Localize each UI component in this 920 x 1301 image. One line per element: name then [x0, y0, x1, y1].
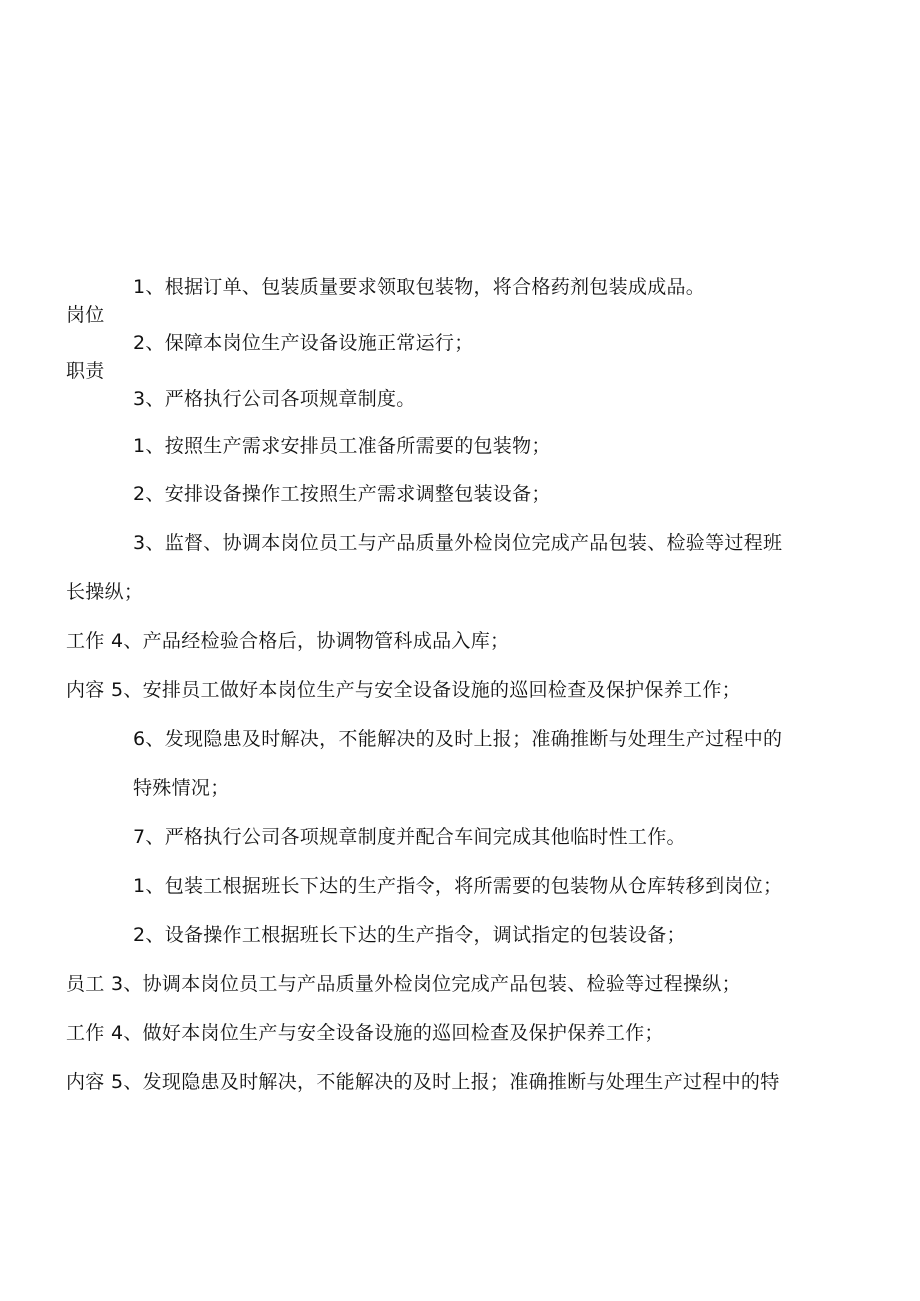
leader-item-6-cont: 特殊情况； [133, 777, 230, 799]
duty-label-line1: 岗位 [66, 304, 105, 326]
duty-item-2: 2、保障本岗位生产设备设施正常运行； [133, 332, 474, 354]
leader-item-6: 6、发现隐患及时解决，不能解决的及时上报；准确推断与处理生产过程中的 [133, 728, 783, 750]
duty-item-1: 1、根据订单、包装质量要求领取包装物，将合格药剂包装成成品。 [133, 276, 706, 298]
staff-item-5: 内容 5、发现隐患及时解决，不能解决的及时上报；准确推断与处理生产过程中的特 [66, 1071, 780, 1093]
leader-item-5: 内容 5、安排员工做好本岗位生产与安全设备设施的巡回检查及保护保养工作； [66, 679, 741, 701]
leader-item-1: 1、按照生产需求安排员工准备所需要的包装物； [133, 435, 551, 457]
leader-item-3: 3、监督、协调本岗位员工与产品质量外检岗位完成产品包装、检验等过程班 [133, 532, 783, 554]
leader-item-2: 2、安排设备操作工按照生产需求调整包装设备； [133, 483, 551, 505]
staff-item-2: 2、设备操作工根据班长下达的生产指令，调试指定的包装设备； [133, 924, 686, 946]
staff-item-4: 工作 4、做好本岗位生产与安全设备设施的巡回检查及保护保养工作； [66, 1022, 664, 1044]
leader-item-3-cont: 长操纵； [66, 581, 144, 603]
duty-item-3: 3、严格执行公司各项规章制度。 [133, 388, 416, 410]
staff-item-1: 1、包装工根据班长下达的生产指令，将所需要的包装物从仓库转移到岗位； [133, 875, 783, 897]
leader-item-4: 工作 4、产品经检验合格后，协调物管科成品入库； [66, 630, 510, 652]
leader-item-7: 7、严格执行公司各项规章制度并配合车间完成其他临时性工作。 [133, 826, 686, 848]
duty-label-line2: 职责 [66, 360, 105, 382]
staff-item-3: 员工 3、协调本岗位员工与产品质量外检岗位完成产品包装、检验等过程操纵； [66, 973, 741, 995]
